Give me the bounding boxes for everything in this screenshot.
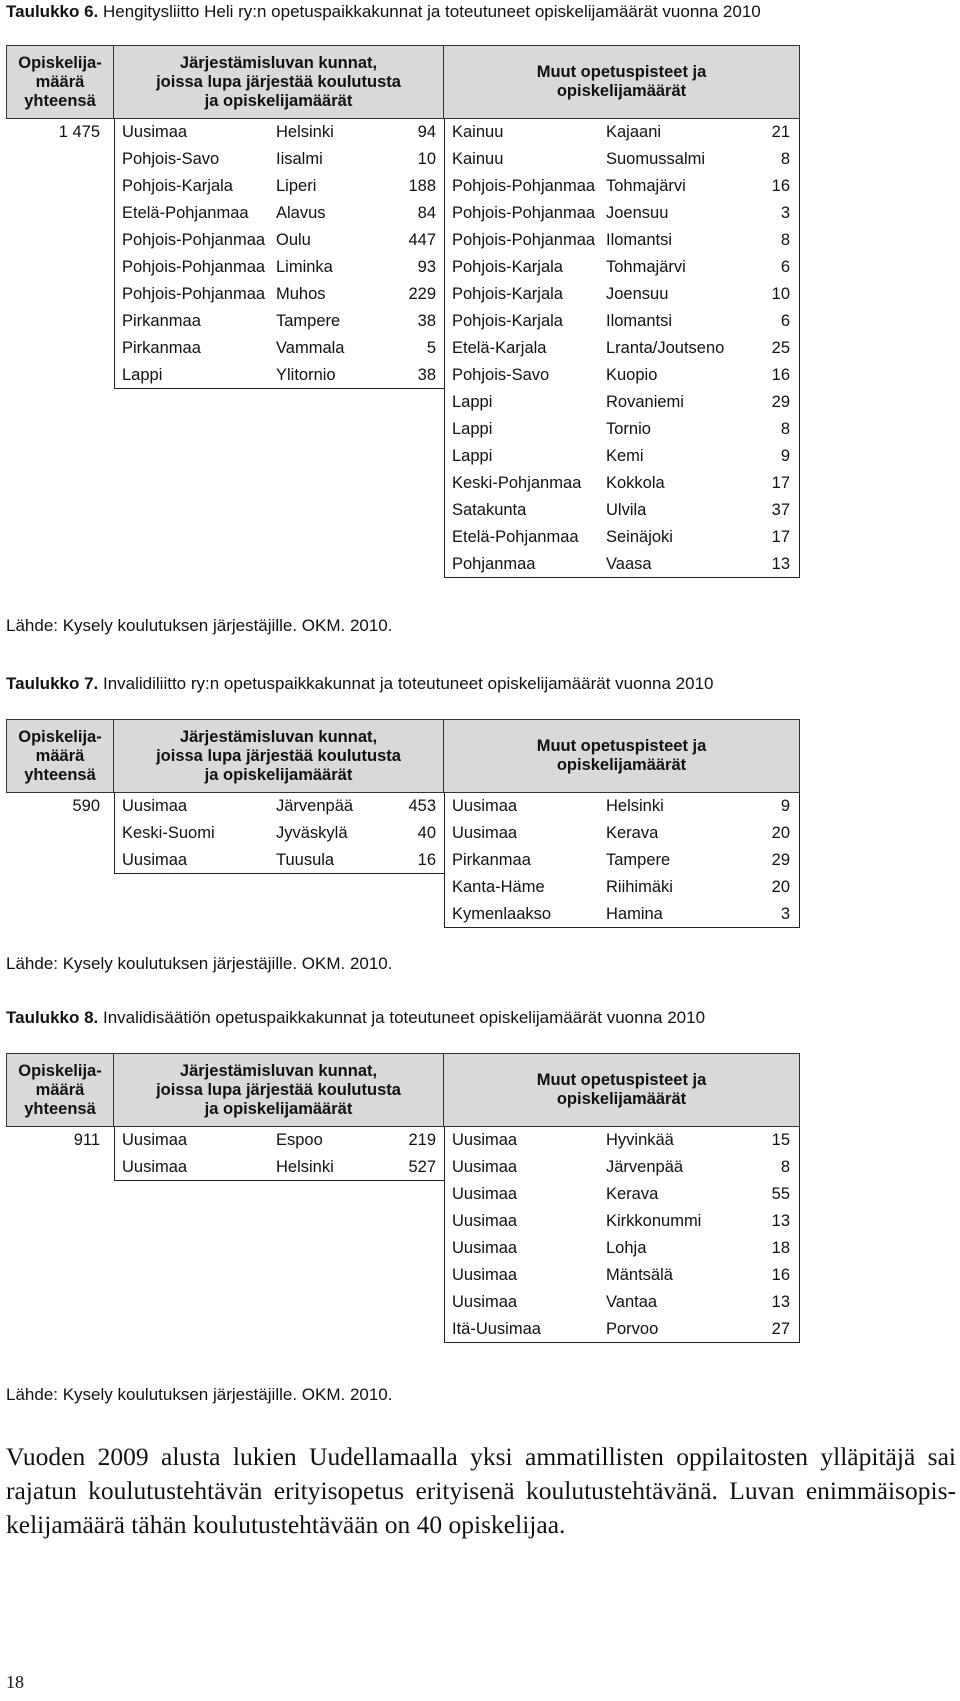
table6-left-municipality: Tampere	[276, 312, 341, 330]
table6-left-municipality: Ylitornio	[276, 366, 336, 384]
table6-right-municipality: Kokkola	[606, 474, 665, 492]
table8-right-row	[6, 1289, 800, 1316]
table6-left-region: Uusimaa	[122, 123, 188, 141]
table6-left-municipality: Alavus	[276, 204, 326, 222]
table6-header-col2-line: Järjestämisluvan kunnat,	[179, 53, 378, 72]
table7-left-count: 40	[417, 824, 436, 842]
table6-right-row	[6, 443, 800, 470]
table7-total: 590	[72, 797, 100, 815]
table7-right-count: 9	[780, 797, 790, 815]
table8-right-region: Uusimaa	[452, 1239, 518, 1257]
table6-left-count: 188	[408, 177, 436, 195]
table6-header-col2-line: ja opiskelijamäärät	[204, 91, 353, 110]
table6-left-count: 447	[408, 231, 436, 249]
table6-left-region: Pohjois-Pohjanmaa	[122, 285, 266, 303]
table8-right-count: 13	[771, 1293, 790, 1311]
table7-header-col1-line: yhteensä	[24, 765, 96, 784]
table8-left-region: Uusimaa	[122, 1158, 188, 1176]
table8-left-municipality: Helsinki	[276, 1158, 334, 1176]
table6-right-count: 29	[771, 393, 790, 411]
body-paragraph: Vuoden 2009 alusta lukien Uudellamaalla yksi ammatillisten oppilaitosten ylläpitäjä sai rajatun koulutustehtävän erityisopetus erityisenä koulutustehtävänä. Luvan enimmäisopiskelijamäärä tähän koulutustehtävään on 40 opiskelijaa.	[6, 1442, 956, 1539]
table7-right-municipality: Tampere	[606, 851, 671, 869]
table7-header-col2-line: ja opiskelijamäärät	[204, 765, 353, 784]
table7-right-count: 29	[771, 851, 790, 869]
table6-right-count: 10	[771, 285, 790, 303]
table6-right-count: 8	[780, 150, 790, 168]
table6-right-count: 25	[771, 339, 790, 357]
table6-right-count: 6	[780, 258, 790, 276]
table8-header-col2	[114, 1053, 444, 1127]
table7-right-row	[6, 847, 800, 874]
table6-right-region: Keski-Pohjanmaa	[452, 474, 582, 492]
table6-right-municipality: Rovaniemi	[606, 393, 684, 411]
table7-header-col3-line: opiskelijamäärät	[556, 756, 687, 774]
table6-header-col2	[114, 45, 444, 119]
table6-right-region: Pohjois-Pohjanmaa	[452, 177, 596, 195]
table7-header-col1-line: Opiskelija-	[18, 727, 102, 746]
table6-header-col3-line: opiskelijamäärät	[556, 82, 687, 100]
table8-right-municipality: Hyvinkää	[606, 1131, 674, 1149]
table8-right-municipality: Kerava	[606, 1185, 659, 1203]
table6-left-municipality: Muhos	[276, 285, 326, 303]
table8-left-count: 219	[408, 1131, 436, 1149]
table7-right-row	[6, 874, 800, 901]
table6-right-region: Lappi	[452, 393, 493, 411]
table6-right-row	[6, 308, 800, 335]
table7-left-count: 453	[408, 797, 436, 815]
table6-right-municipality: Vaasa	[606, 555, 652, 573]
table8-header-col1-line: määrä	[35, 1080, 85, 1099]
table6-header-col3	[444, 45, 800, 119]
table6-left-region: Pirkanmaa	[122, 339, 201, 357]
table7-header-col1-line: määrä	[35, 746, 85, 765]
table6-header-col3-line: Muut opetuspisteet ja	[536, 63, 707, 81]
table7-right-count: 20	[771, 824, 790, 842]
table8-right-municipality: Kirkkonummi	[606, 1212, 702, 1230]
table7-header-col1	[6, 719, 114, 793]
table6-caption	[6, 2, 761, 22]
table6-right-municipality: Ilomantsi	[606, 312, 673, 330]
table6-header-col1-line: määrä	[35, 72, 85, 91]
table6-left-count: 38	[417, 312, 436, 330]
table7-header-col2-line: Järjestämisluvan kunnat,	[179, 727, 378, 746]
table6-left-region: Lappi	[122, 366, 163, 384]
table7-right-count: 3	[780, 905, 790, 923]
table6-left-region: Pohjois-Pohjanmaa	[122, 231, 266, 249]
table6-right-row	[6, 497, 800, 524]
table6-header-col1	[6, 45, 114, 119]
table6-right-municipality: Ilomantsi	[606, 231, 673, 249]
table6-left-region: Pohjois-Savo	[122, 150, 220, 168]
table6-right-row	[6, 470, 800, 497]
table6-right-row	[6, 524, 800, 551]
table6-header-col1-line: yhteensä	[24, 91, 96, 110]
table6-right-region: Pohjois-Pohjanmaa	[452, 231, 596, 249]
table7-header-col3	[444, 719, 800, 793]
table6-right-row	[6, 173, 800, 200]
table6-right-municipality: Joensuu	[606, 204, 669, 222]
table8-right-municipality: Järvenpää	[606, 1158, 684, 1176]
table8-right-count: 16	[771, 1266, 790, 1284]
table7-right-region: Pirkanmaa	[452, 851, 531, 869]
table6-left-count: 5	[426, 339, 436, 357]
table7-right-row	[6, 901, 800, 928]
table8-header-col2-line: joissa lupa järjestää koulutusta	[156, 1080, 401, 1099]
table6-right-count: 8	[780, 231, 790, 249]
table8-header-col3-line: opiskelijamäärät	[556, 1090, 687, 1108]
table8-source: Lähde: Kysely koulutuksen järjestäjille. OKM. 2010.	[6, 1385, 393, 1404]
table6-right-region: Pohjois-Pohjanmaa	[452, 204, 596, 222]
table6-left-region: Pohjois-Pohjanmaa	[122, 258, 266, 276]
table8-right-count: 55	[771, 1185, 790, 1203]
table6-source: Lähde: Kysely koulutuksen järjestäjille. OKM. 2010.	[6, 616, 393, 635]
table6-right-region: Pohjois-Karjala	[452, 285, 563, 303]
table8-right-count: 27	[771, 1320, 790, 1338]
table7-right-region: Uusimaa	[452, 824, 518, 842]
table8-left-region: Uusimaa	[122, 1131, 188, 1149]
table6-right-row	[6, 551, 800, 578]
table6-right-municipality: Tohmajärvi	[606, 177, 686, 195]
table6-left-count: 10	[417, 150, 436, 168]
table6-right-row	[6, 254, 800, 281]
table6-right-region: Lappi	[452, 447, 493, 465]
table8-header-col1-line: yhteensä	[24, 1099, 96, 1118]
table6-right-row	[6, 362, 800, 389]
table6-left-count: 38	[417, 366, 436, 384]
table8-right-row	[6, 1127, 800, 1154]
table6-left-region: Etelä-Pohjanmaa	[122, 204, 249, 222]
table8-right-row	[6, 1208, 800, 1235]
table8-left-count: 527	[408, 1158, 436, 1176]
table6-left-municipality: Vammala	[276, 339, 345, 357]
table6-left-region: Pohjois-Karjala	[122, 177, 233, 195]
table7-right-region: Kanta-Häme	[452, 878, 545, 896]
table8-left-municipality: Espoo	[276, 1131, 323, 1149]
table6-right-row	[6, 335, 800, 362]
table6-right-municipality: Kuopio	[606, 366, 658, 384]
table6-right-row	[6, 119, 800, 146]
table6-right-row	[6, 227, 800, 254]
table8-header-col3	[444, 1053, 800, 1127]
table8-right-municipality: Porvoo	[606, 1320, 659, 1338]
table6-right-municipality: Kajaani	[606, 123, 662, 141]
table6-left-count: 94	[417, 123, 436, 141]
table8-right-municipality: Mäntsälä	[606, 1266, 673, 1284]
table6-right-count: 9	[780, 447, 790, 465]
table6-right-row	[6, 389, 800, 416]
table7-right-row	[6, 820, 800, 847]
table8-right-count: 13	[771, 1212, 790, 1230]
table7-header-col2-line: joissa lupa järjestää koulutusta	[156, 746, 401, 765]
table6-right-municipality: Tornio	[606, 420, 651, 438]
table7-caption	[6, 674, 714, 694]
table7-label: Taulukko 7.	[6, 674, 99, 693]
table6-right-region: Pohjois-Karjala	[452, 258, 563, 276]
table7-right-municipality: Kerava	[606, 824, 659, 842]
table8-right-region: Uusimaa	[452, 1158, 518, 1176]
table7-right-municipality: Hamina	[606, 905, 663, 923]
table6-right-count: 17	[771, 474, 790, 492]
table7-right-count: 20	[771, 878, 790, 896]
table8-right-count: 8	[780, 1158, 790, 1176]
table8-total: 911	[73, 1131, 100, 1149]
table8-right-region: Uusimaa	[452, 1293, 518, 1311]
table6-right-count: 21	[771, 123, 790, 141]
table6-label: Taulukko 6.	[6, 2, 99, 21]
table6-left-municipality: Oulu	[276, 231, 311, 249]
table6-right-region: Satakunta	[452, 501, 527, 519]
table6-header-col2-line: joissa lupa järjestää koulutusta	[156, 72, 401, 91]
table6-right-municipality: Joensuu	[606, 285, 669, 303]
table8-right-region: Itä-Uusimaa	[452, 1320, 541, 1338]
table8-header-col3-line: Muut opetuspisteet ja	[536, 1071, 707, 1089]
table6-right-row	[6, 200, 800, 227]
table6-right-row	[6, 281, 800, 308]
table7-left-municipality: Järvenpää	[276, 797, 354, 815]
table6-left-count: 229	[408, 285, 436, 303]
table8-label: Taulukko 8.	[6, 1008, 99, 1027]
table8-caption	[6, 1008, 705, 1028]
page-number: 18	[6, 1672, 24, 1692]
table7-right-municipality: Riihimäki	[606, 878, 673, 896]
table6-right-municipality: Kemi	[606, 447, 644, 465]
table6-right-region: Pohjanmaa	[452, 555, 536, 573]
table6-right-municipality: Ulvila	[606, 501, 647, 519]
table7-header-col2	[114, 719, 444, 793]
table6-left-municipality: Helsinki	[276, 123, 334, 141]
table6-right-municipality: Tohmajärvi	[606, 258, 686, 276]
table6-left-municipality: Iisalmi	[276, 150, 323, 168]
table7-left-municipality: Tuusula	[276, 851, 335, 869]
table8-right-region: Uusimaa	[452, 1185, 518, 1203]
table8-right-region: Uusimaa	[452, 1212, 518, 1230]
table7-left-region: Keski-Suomi	[122, 824, 215, 842]
table6-right-count: 16	[771, 177, 790, 195]
table7-left-region: Uusimaa	[122, 797, 188, 815]
table8-header-col1-line: Opiskelija-	[18, 1061, 102, 1080]
table8-right-row	[6, 1316, 800, 1343]
table6-right-region: Pohjois-Karjala	[452, 312, 563, 330]
table7-right-region: Uusimaa	[452, 797, 518, 815]
table6-right-municipality: Seinäjoki	[606, 528, 673, 546]
table8-right-row	[6, 1262, 800, 1289]
table6-right-count: 37	[771, 501, 790, 519]
table6-header-col1-line: Opiskelija-	[18, 53, 102, 72]
table6-left-municipality: Liminka	[276, 258, 333, 276]
table6-left-count: 84	[417, 204, 436, 222]
table7-right-row	[6, 793, 800, 820]
table7-right-region: Kymenlaakso	[452, 905, 552, 923]
table6-right-count: 17	[771, 528, 790, 546]
table6-right-row	[6, 416, 800, 443]
table7-left-municipality: Jyväskylä	[276, 824, 348, 842]
table8-right-row	[6, 1154, 800, 1181]
table6-right-region: Etelä-Pohjanmaa	[452, 528, 579, 546]
table6-left-region: Pirkanmaa	[122, 312, 201, 330]
table6-left-count: 93	[417, 258, 436, 276]
table8-header-col2-line: Järjestämisluvan kunnat,	[179, 1061, 378, 1080]
table6-right-region: Lappi	[452, 420, 493, 438]
table6-right-count: 6	[780, 312, 790, 330]
table8-right-count: 18	[771, 1239, 790, 1257]
table6-right-region: Kainuu	[452, 150, 504, 168]
table6-right-count: 16	[771, 366, 790, 384]
table8-title: Invalidisäätiön opetuspaikkakunnat ja toteutuneet opiskelijamäärät vuonna 2010	[98, 1008, 706, 1027]
table8-right-row	[6, 1181, 800, 1208]
table7-left-count: 16	[417, 851, 436, 869]
table8-right-municipality: Vantaa	[606, 1293, 658, 1311]
table6-right-region: Kainuu	[452, 123, 504, 141]
table7-right-municipality: Helsinki	[606, 797, 664, 815]
table6-right-municipality: Suomussalmi	[606, 150, 706, 168]
table7-source: Lähde: Kysely koulutuksen järjestäjille. OKM. 2010.	[6, 954, 393, 973]
table7-left-region: Uusimaa	[122, 851, 188, 869]
table6-right-municipality: Lranta/Joutseno	[606, 339, 725, 357]
table6-title: Hengitysliitto Heli ry:n opetuspaikkakunnat ja toteutuneet opiskelijamäärät vuonna 2010	[98, 2, 761, 21]
table7-title: Invalidiliitto ry:n opetuspaikkakunnat ja toteutuneet opiskelijamäärät vuonna 2010	[98, 674, 714, 693]
table8-header-col2-line: ja opiskelijamäärät	[204, 1099, 353, 1118]
table6-total: 1 475	[58, 123, 100, 141]
table6-right-count: 8	[780, 420, 790, 438]
table8-right-count: 15	[771, 1131, 790, 1149]
table7-header-col3-line: Muut opetuspisteet ja	[536, 737, 707, 755]
table6-right-count: 3	[780, 204, 790, 222]
table6-left-municipality: Liperi	[276, 177, 317, 195]
table6-right-count: 13	[771, 555, 790, 573]
table8-right-municipality: Lohja	[606, 1239, 647, 1257]
table6-right-region: Pohjois-Savo	[452, 366, 550, 384]
table8-right-row	[6, 1235, 800, 1262]
table6-right-row	[6, 146, 800, 173]
table8-header-col1	[6, 1053, 114, 1127]
table6-right-region: Etelä-Karjala	[452, 339, 547, 357]
table8-right-region: Uusimaa	[452, 1131, 518, 1149]
table8-right-region: Uusimaa	[452, 1266, 518, 1284]
